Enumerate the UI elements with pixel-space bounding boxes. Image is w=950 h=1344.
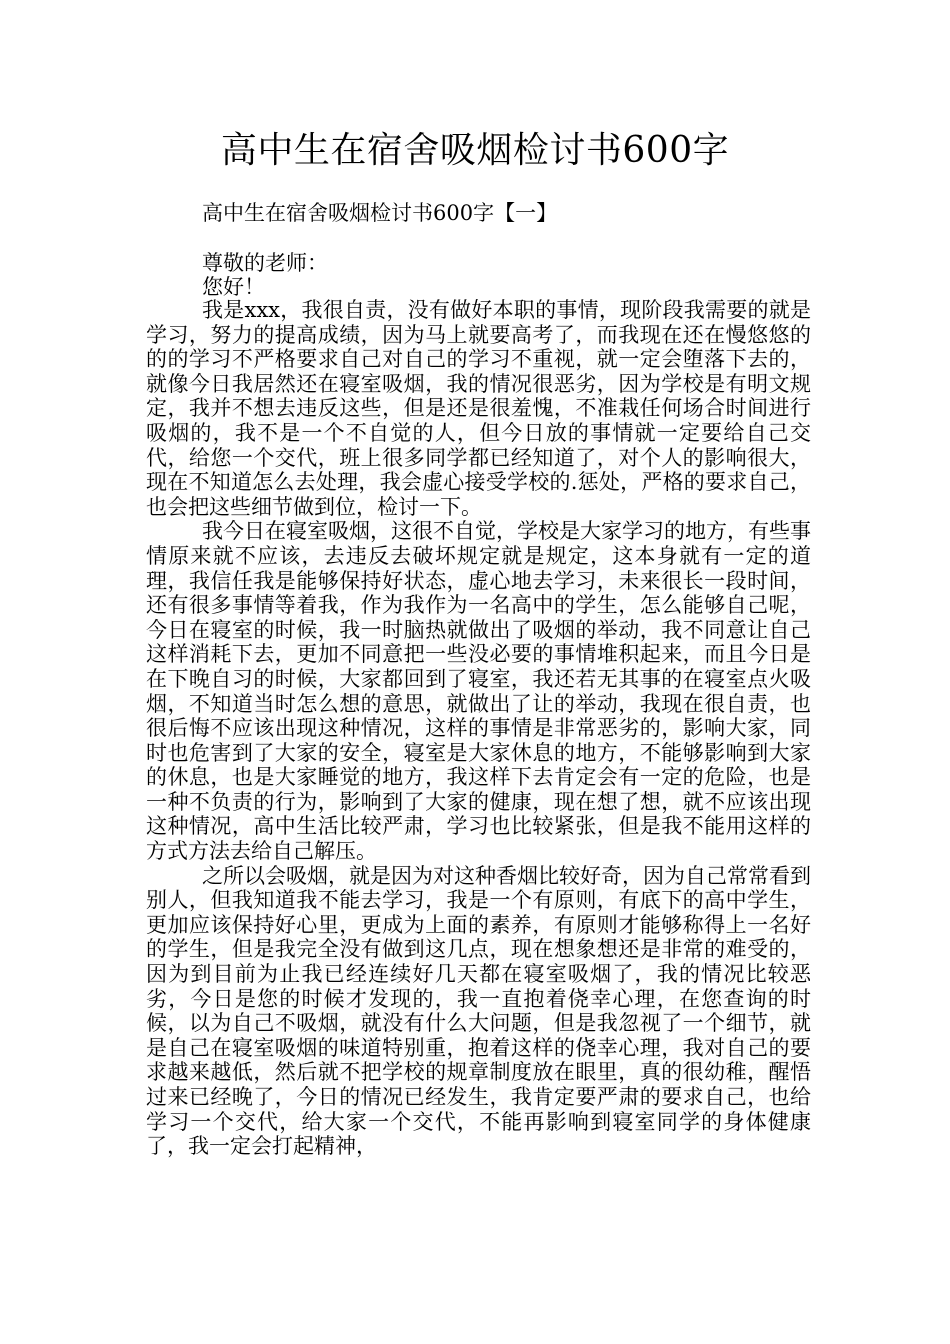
paragraph-2: 我今日在寝室吸烟，这很不自觉，学校是大家学习的地方，有些事情原来就不应该，去违反去破坏规定就是规定，这本身就有一定的道理，我信任我是能够保持好状态，虚心地去学习，未来很长一段时间，还有很多事情等着我，作为我作为一名高中的学生，怎么能够自己呢，今日在寝室的时候，我一时脑热就做出了吸烟的举动，我不同意让自己这样消耗下去，更加不同意把一些没必要的事情堆积起来，而且今日是在下晚自习的时候，大家都回到了寝室，我还若无其事的在寝室点火吸烟，不知道当时怎么想的意思，就做出了让的举动，我现在很自责，也很后悔不应该出现这种情况，这样的事情是非常恶劣的，影响大家，同时也危害到了大家的安全，寝室是大家休息的地方，不能够影响到大家的休息，也是大家睡觉的地方，我这样下去肯定会有一定的危险，也是一种不负责的行为，影响到了大家的健康，现在想了想，就不应该出现这种情况，高中生活比较严肃，学习也比较紧张，但是我不能用这样的方式方法去给自己解压。 xyxy=(146,519,811,864)
paragraph-3: 之所以会吸烟，就是因为对这种香烟比较好奇，因为自己常常看到别人，但我知道我不能去学习，我是一个有原则，有底下的高中学生，更加应该保持好心里，更成为上面的素养，有原则才能够称得上一名好的学生，但是我完全没有做到这几点，现在想象想还是非常的难受的，因为到目前为止我已经连续好几天都在寝室吸烟了，我的情况比较恶劣，今日是您的时候才发现的，我一直抱着侥幸心理，在您查询的时候，以为自己不吸烟，就没有什么大问题，但是我忽视了一个细节，就是自己在寝室吸烟的味道特别重，抱着这样的侥幸心理，我对自己的要求越来越低，然后就不把学校的规章制度放在眼里，真的很幼稚，醒悟过来已经晚了，今日的情况已经发生，我肯定要严肃的要求自己，也给学习一个交代，给大家一个交代，不能再影响到寝室同学的身体健康了，我一定会打起精神， xyxy=(146,863,811,1159)
salutation: 尊敬的老师： xyxy=(202,251,328,275)
section-heading: 高中生在宿舍吸烟检讨书600字【一】 xyxy=(202,201,558,225)
greeting: 您好！ xyxy=(202,275,265,299)
paragraph-1: 我是xxx，我很自责，没有做好本职的事情，现阶段我需要的就是学习，努力的提高成绩，因为马上就要高考了，而我现在还在慢悠悠的的的学习不严格要求自己对自己的学习不重视，就一定会堕落下去的，就像今日我居然还在寝室吸烟，我的情况很恶劣，因为学校是有明文规定，我并不想去违反这些，但是还是很羞愧，不准栽任何场合时间进行吸烟的，我不是一个不自觉的人，但今日放的事情就一定要给自己交代，给您一个交代，班上很多同学都已经知道了，对个人的影响很大，现在不知道怎么去处理，我会虚心接受学校的.惩处，严格的要求自己，也会把这些细节做到位，检讨一下。 xyxy=(146,298,811,519)
letter-body xyxy=(146,298,811,1159)
document-title: 高中生在宿舍吸烟检讨书600字 xyxy=(220,130,730,171)
